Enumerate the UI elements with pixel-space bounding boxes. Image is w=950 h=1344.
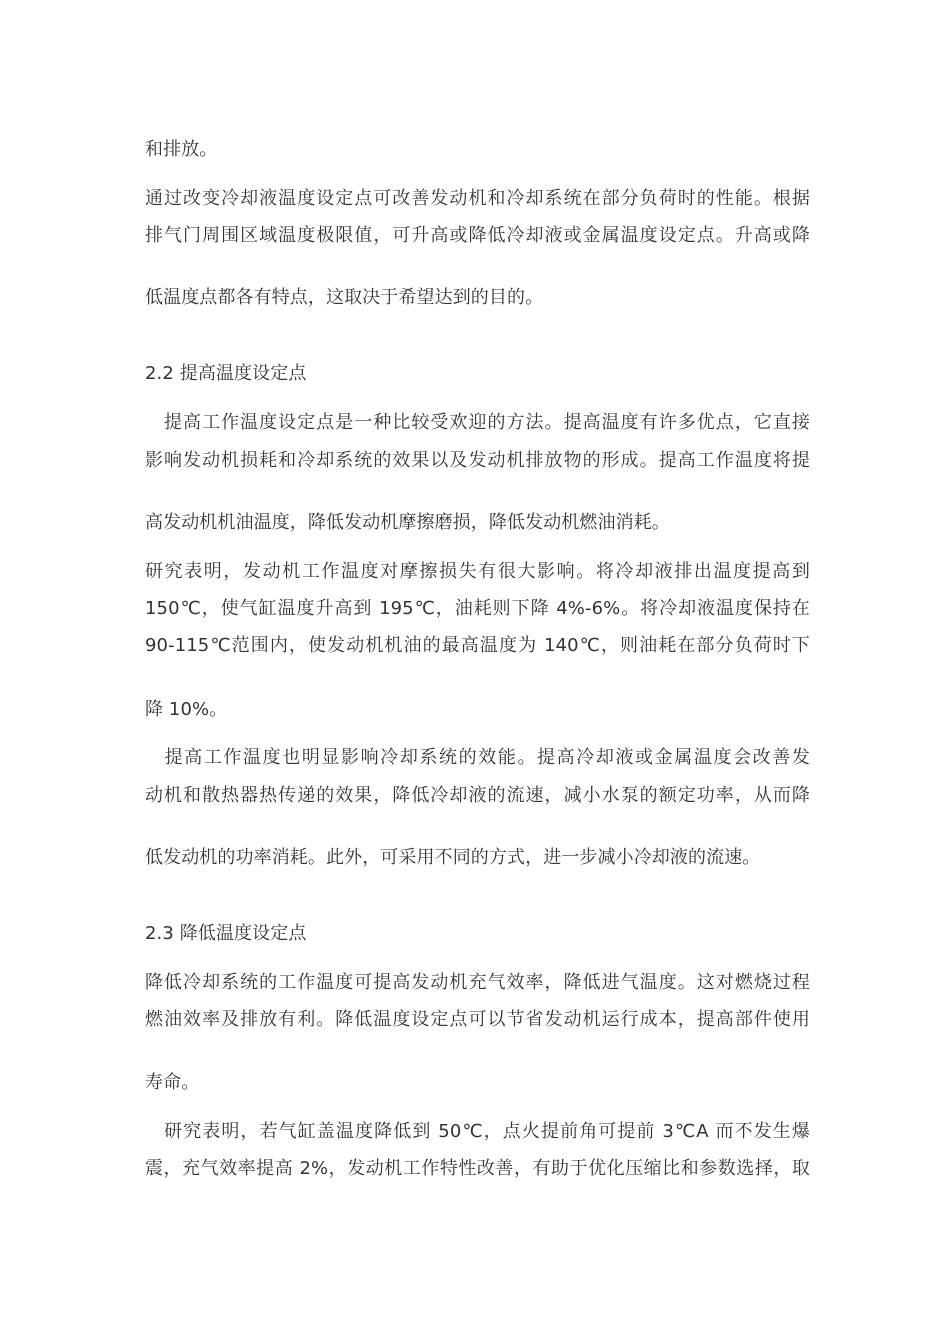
paragraph-line: 排气门周围区域温度极限值，可升高或降低冷却液或金属温度设定点。升高或降 (145, 225, 810, 246)
paragraph-line: 低温度点都各有特点，这取决于希望达到的目的。 (145, 287, 544, 308)
paragraph-line: 90-115℃范围内，使发动机机油的最高温度为 140℃，则油耗在部分负荷时下 (145, 635, 810, 656)
paragraph-line: 研究表明，若气缸盖温度降低到 50℃，点火提前角可提前 3℃A 而不发生爆 (145, 1121, 810, 1142)
section-heading: 2.3 降低温度设定点 (145, 923, 307, 944)
section-heading: 2.2 提高温度设定点 (145, 363, 307, 384)
paragraph-line: 提高工作温度设定点是一种比较受欢迎的方法。提高温度有许多优点，它直接 (145, 412, 810, 433)
paragraph-line: 低发动机的功率消耗。此外，可采用不同的方式，进一步减小冷却液的流速。 (145, 847, 761, 868)
paragraph-line: 150℃，使气缸温度升高到 195℃，油耗则下降 4%-6%。将冷却液温度保持在 (145, 598, 810, 619)
paragraph-line: 提高工作温度也明显影响冷却系统的效能。提高冷却液或金属温度会改善发 (145, 747, 810, 768)
paragraph-line: 降 10%。 (145, 699, 228, 720)
paragraph-line: 影响发动机损耗和冷却系统的效果以及发动机排放物的形成。提高工作温度将提 (145, 450, 810, 471)
paragraph-line: 降低冷却系统的工作温度可提高发动机充气效率，降低进气温度。这对燃烧过程 (145, 972, 810, 993)
paragraph-line: 动机和散热器热传递的效果，降低冷却液的流速，减小水泵的额定功率，从而降 (145, 785, 810, 806)
paragraph-line: 研究表明，发动机工作温度对摩擦损失有很大影响。将冷却液排出温度提高到 (145, 561, 810, 582)
paragraph-line: 和排放。 (145, 139, 218, 160)
paragraph-line: 高发动机机油温度，降低发动机摩擦磨损，降低发动机燃油消耗。 (145, 512, 670, 533)
paragraph-line: 燃油效率及排放有利。降低温度设定点可以节省发动机运行成本，提高部件使用 (145, 1009, 810, 1030)
paragraph-line: 通过改变冷却液温度设定点可改善发动机和冷却系统在部分负荷时的性能。根据 (145, 188, 810, 209)
paragraph-line: 寿命。 (145, 1072, 200, 1093)
paragraph-line: 震，充气效率提高 2%，发动机工作特性改善，有助于优化压缩比和参数选择，取 (145, 1158, 810, 1179)
